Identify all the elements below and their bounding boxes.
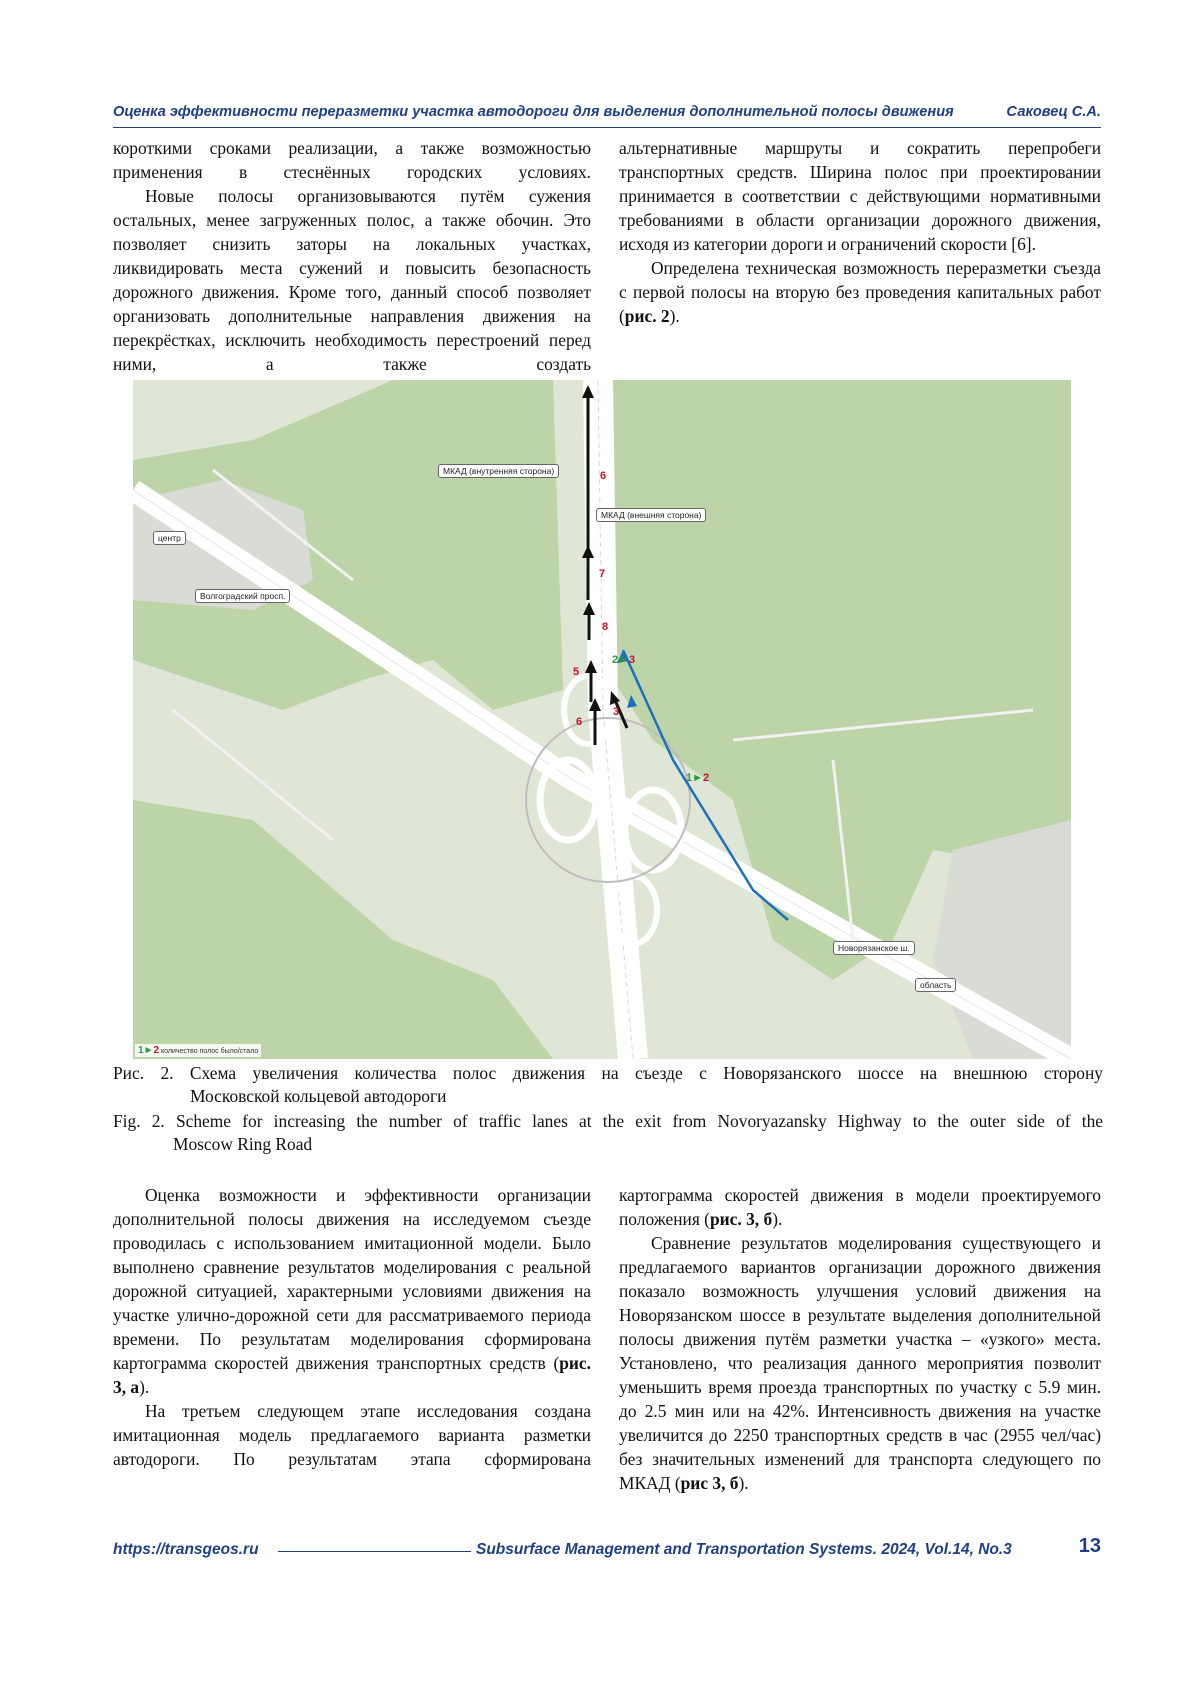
paragraph (619, 256, 1101, 328)
paragraph: На третьем следующем этапе исследования создана имитационная модель предлагаемого варианта разметки автодороги. По результатам этапа сформирована (113, 1401, 591, 1469)
paragraph: Новые полосы организовываются путём сужения остальных, менее загруженных полос, а также обочин. Это позволяет снизить заторы на локальных участках, ликвидировать места сужений и повысить безопасность дорожного движения. Кроме того, данный способ позволяет организовать дополнительные направления движения на перекрёстках, исключить необходимость перестроений перед ними, а также создать (113, 186, 591, 374)
lane-count-6-top: 6 (600, 470, 607, 482)
footer-rule (278, 1551, 471, 1552)
figure-reference[interactable]: рис. 3, б (709, 1209, 773, 1229)
legend-text: количество полос было/стало (160, 1048, 259, 1055)
paragraph-text: ). (669, 306, 680, 326)
legend-to: 2 (153, 1045, 160, 1056)
label-mkad-outer: МКАД (внешняя сторона) (596, 508, 706, 522)
running-author: Саковец С.А. (1006, 104, 1101, 120)
paragraph-text: ). (139, 1377, 150, 1397)
caption-line: Московской кольцевой автодороги (190, 1086, 447, 1106)
caption-line: Рис. 2. Схема увеличения количества полос движения на съезде с Новорязанского шоссе на внешнюю сторону (113, 1063, 1103, 1083)
paragraph: короткими сроками реализации, а также возможностью применения в стеснённых городских условиях. (113, 138, 591, 182)
lane-increase-1-2: 1►2 (686, 772, 710, 784)
page-number: 13 (1078, 1535, 1101, 1557)
text-column-bottom-left (113, 1183, 591, 1471)
page-footer (113, 1535, 1101, 1565)
label-mkad-inner: МКАД (внутренняя сторона) (438, 464, 559, 478)
label-volgogradsky: Волгоградский просп. (195, 589, 290, 603)
text-column-top-right (619, 136, 1101, 328)
lane-count-5: 5 (573, 666, 580, 678)
figure-reference[interactable]: рис. 3, а (113, 1353, 591, 1397)
label-center: центр (153, 531, 186, 545)
running-title: Оценка эффективности переразметки участка автодороги для выделения дополнительной полосы движения (113, 104, 954, 120)
lane-increase-2-3: 2►3 (612, 654, 636, 666)
running-header (113, 104, 1101, 120)
paragraph-text: Оценка возможности и эффективности организации дополнительной полосы движения на исследуемом съезде проводилась с использованием имитационной модели. Было выполнено сравнение результатов моделирования с реальной дорожной ситуацией, характерными условиями движения на участке улично-дорожной сети для рассматриваемого периода времени. По результатам моделирования сформирована картограмма скоростей движения транспортных средств ( (113, 1185, 591, 1373)
caption-line: Moscow Ring Road (173, 1134, 313, 1154)
lane-count-6-bottom: 6 (576, 716, 583, 728)
paragraph-text: ). (738, 1473, 749, 1493)
figure-reference[interactable]: рис 3, б (680, 1473, 739, 1493)
lane-count-7: 7 (599, 568, 606, 580)
paragraph (113, 1183, 591, 1399)
text-column-top-left (113, 136, 591, 376)
paragraph-text: картограмма скоростей движения в модели проектируемого положения ( (619, 1185, 1101, 1229)
paragraph-text: Сравнение результатов моделирования существующего и предлагаемого вариантов организации дорожного движения показало возможность улучшения условий движения на Новорязанском шоссе в результате выделения дополнительной полосы движения путём разметки участка – «узкого» места. Установлено, что реализация данного мероприятия позволит уменьшить время проезда транспортных по участку с 5.9 мин. до 2.5 мин или на 42%. Интенсивность движения на участке увеличится до 2250 транспортных средств в час (2955 чел/час) без значительных изменений для транспорта следующего по МКАД ( (619, 1233, 1101, 1493)
paragraph (619, 1231, 1101, 1495)
footer-journal: Subsurface Management and Transportation Systems. 2024, Vol.14, No.3 (476, 1541, 1012, 1558)
lane-count-8: 8 (602, 621, 609, 633)
text-column-bottom-right (619, 1183, 1101, 1495)
paragraph-text: Определена техническая возможность переразметки съезда с первой полосы на вторую без проведения капитальных работ ( (619, 258, 1101, 326)
header-rule (113, 127, 1101, 128)
label-novoryazanskoe: Новорязанское ш. (833, 941, 915, 955)
figure-reference[interactable]: рис. 2 (624, 306, 670, 326)
footer-url-link[interactable]: https://transgeos.ru (113, 1541, 259, 1558)
map-legend: 1►2 количество полос было/стало (135, 1044, 261, 1057)
paragraph (619, 1183, 1101, 1231)
lane-count-3: 3 (613, 706, 620, 718)
caption-line: Fig. 2. Scheme for increasing the number of traffic lanes at the exit from Novoryazansky Highway to the outer side of the (113, 1111, 1103, 1131)
legend-from: 1 (138, 1045, 144, 1056)
paragraph-text: ). (772, 1209, 783, 1229)
figure-caption-ru (113, 1062, 1103, 1108)
label-oblast: область (915, 978, 956, 992)
figure-caption-en (113, 1110, 1103, 1156)
figure-map (133, 380, 1071, 1059)
paragraph: альтернативные маршруты и сократить перепробеги транспортных средств. Ширина полос при проектировании принимается в соответствии с действующими нормативными требованиями в области организации дорожного движения, исходя из категории дороги и ограничений скорости [6]. (619, 138, 1101, 254)
